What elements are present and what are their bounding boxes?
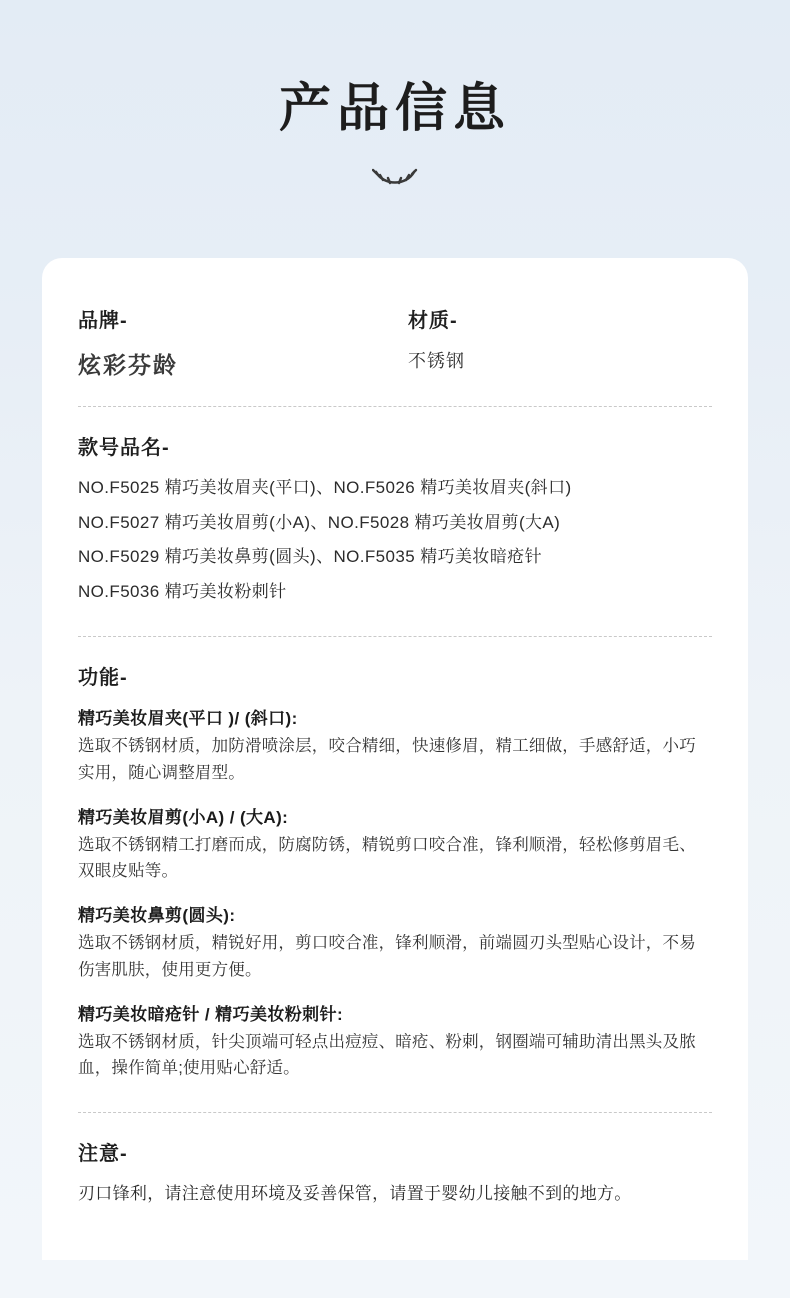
material-label: 材质- [408, 310, 458, 332]
notice-text: 刃口锋利，请注意使用环境及妥善保管，请置于婴幼儿接触不到的地方。 [78, 1183, 632, 1203]
function-title: 精巧美妆眉剪(小A) / (大A): [78, 807, 289, 827]
brand-value: 炫彩芬龄 [78, 352, 178, 378]
list-item: NO.F5025 精巧美妆眉夹(平口)、NO.F5026 精巧美妆眉夹(斜口) [78, 478, 572, 497]
function-section [78, 661, 712, 1082]
function-label: 功能- [78, 667, 128, 690]
divider-2 [78, 636, 712, 637]
function-desc: 选取不锈钢材质，精锐好用，剪口咬合准，锋利顺滑，前端圆刃头型贴心设计，不易伤害肌肤，使用更方便。 [78, 934, 696, 979]
model-label: 款号品名- [78, 437, 170, 459]
list-item: NO.F5036 精巧美妆粉刺针 [78, 581, 287, 601]
eyelash-icon [0, 166, 790, 192]
function-title: 精巧美妆眉夹(平口 )/ (斜口): [78, 709, 298, 729]
divider-3 [78, 1112, 712, 1113]
divider-1 [78, 406, 712, 407]
function-item [78, 803, 712, 885]
page-title: 产品信息 [278, 80, 511, 138]
function-title: 精巧美妆鼻剪(圆头): [78, 906, 236, 926]
notice-section [78, 1137, 712, 1208]
function-item [78, 704, 712, 786]
function-item [78, 1000, 712, 1082]
info-card [42, 258, 748, 1260]
function-desc: 选取不锈钢材质，加防滑喷涂层，咬合精细，快速修眉，精工细做，手感舒适，小巧实用，随心调整眉型。 [78, 737, 696, 782]
brand-material-row [78, 304, 712, 380]
material-value: 不锈钢 [408, 351, 465, 371]
model-section [78, 431, 712, 606]
function-item [78, 901, 712, 983]
material-field [408, 304, 712, 373]
model-list [78, 474, 712, 606]
page-header [0, 0, 790, 192]
notice-label: 注意- [78, 1142, 128, 1165]
list-item: NO.F5027 精巧美妆眉剪(小A)、NO.F5028 精巧美妆眉剪(大A) [78, 512, 561, 532]
list-item: NO.F5029 精巧美妆鼻剪(圆头)、NO.F5035 精巧美妆暗疮针 [78, 547, 543, 567]
brand-field [78, 304, 408, 380]
function-desc: 选取不锈钢材质，针尖顶端可轻点出痘痘、暗疮、粉刺，钢圈端可辅助清出黑头及脓血，操作简单;使用贴心舒适。 [78, 1032, 696, 1078]
function-title: 精巧美妆暗疮针 / 精巧美妆粉刺针: [78, 1004, 344, 1024]
function-desc: 选取不锈钢精工打磨而成，防腐防锈，精锐剪口咬合准，锋利顺滑，轻松修剪眉毛、双眼皮贴等。 [78, 835, 696, 881]
brand-label: 品牌- [78, 310, 128, 332]
